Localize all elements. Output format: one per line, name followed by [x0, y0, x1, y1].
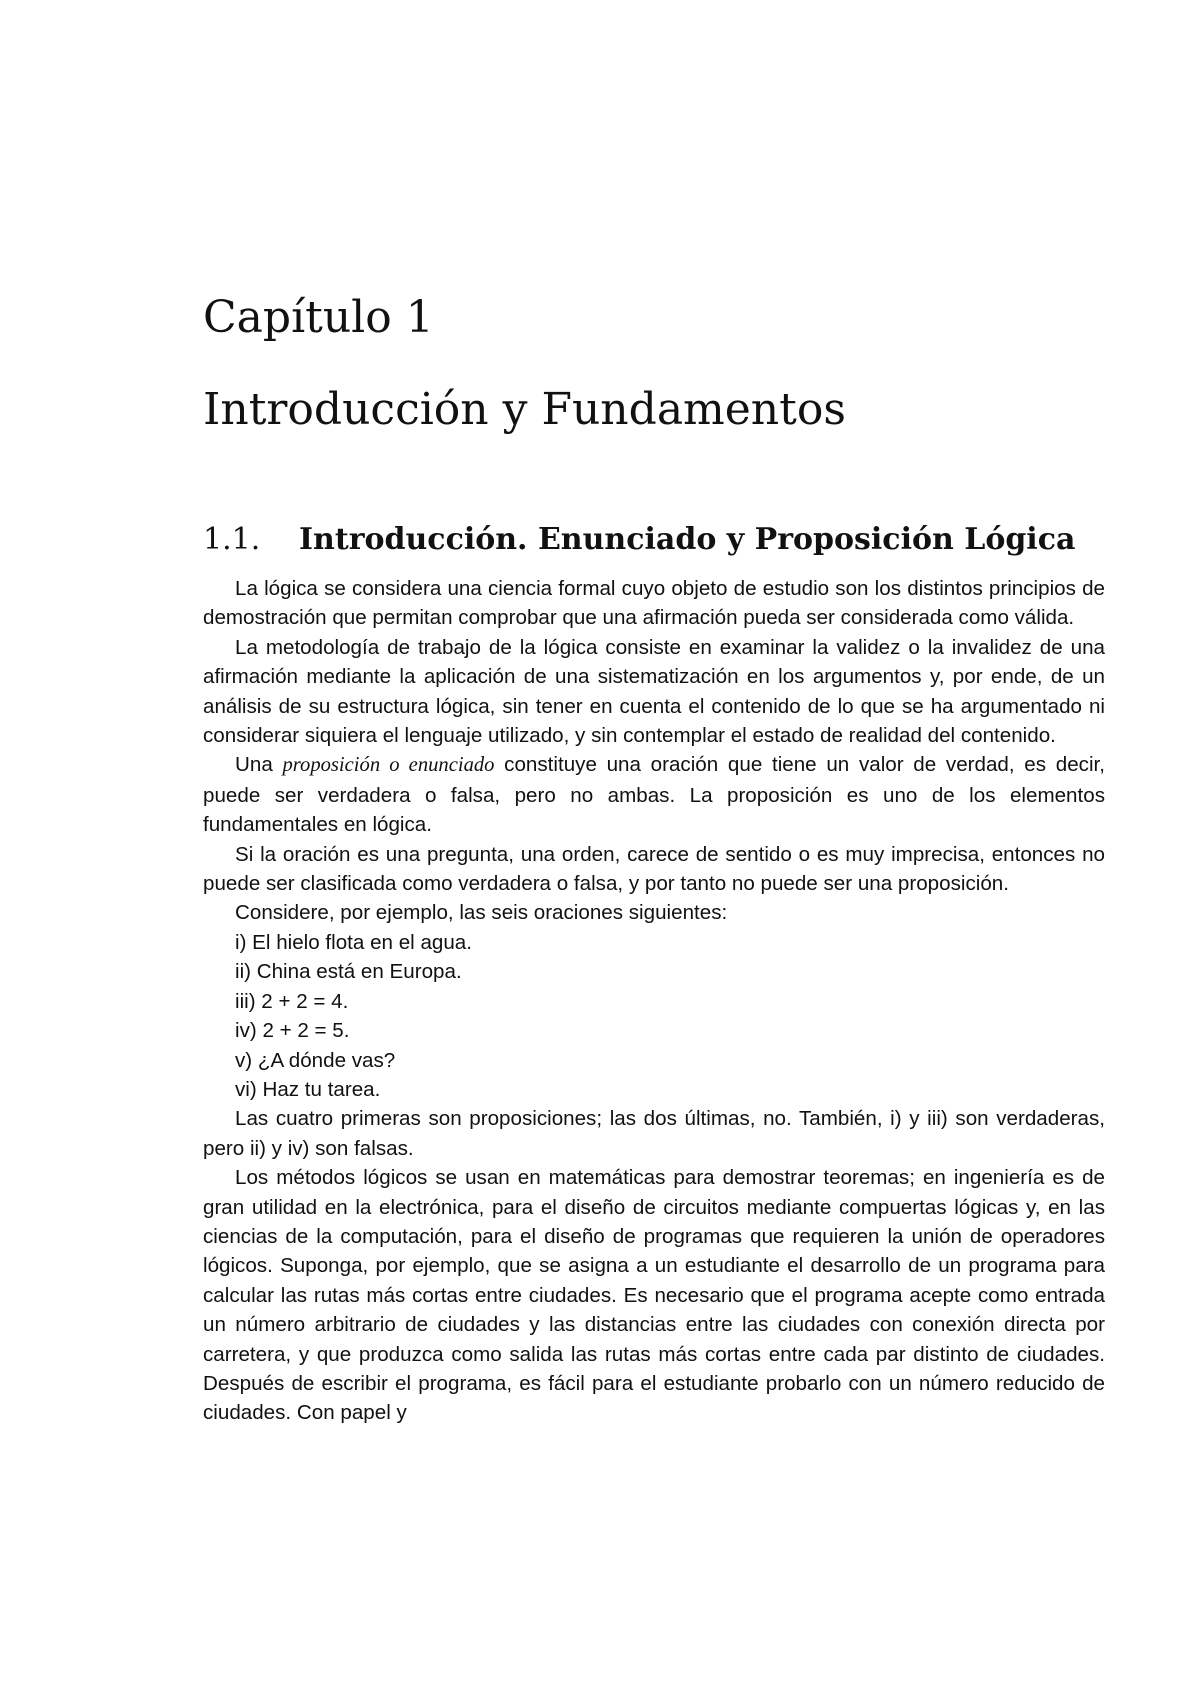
paragraph-examples-intro: Considere, por ejemplo, las seis oraciones siguientes:	[235, 901, 728, 925]
paragraph-non-proposition: Si la oración es una pregunta, una orden, carece de sentido o es muy imprecisa, entonces no puede ser clasificada como verdadera o falsa, y por tanto no puede ser una proposición.	[203, 842, 1105, 896]
example-item: v) ¿A dónde vas?	[235, 1048, 396, 1072]
example-item: vi) Haz tu tarea.	[235, 1077, 381, 1101]
paragraph-proposition-start: Una	[235, 753, 283, 777]
example-item: ii) China está en Europa.	[235, 960, 462, 984]
chapter-label: Capítulo 1	[203, 292, 434, 343]
paragraph-methodology: La metodología de trabajo de la lógica consiste en examinar la validez o la invalidez de una afirmación mediante la aplicación de una sistematización en los argumentos y, por ende, de un análisis de su estructura lógica, sin tener en cuenta el contenido de lo que se ha argumentado ni considerar siquiera el lenguaje utilizado, y sin contemplar el estado de realidad del contenido.	[203, 635, 1105, 748]
body-text	[203, 574, 1105, 1428]
example-item: i) El hielo flota en el agua.	[235, 930, 472, 954]
chapter-title: Introducción y Fundamentos	[203, 384, 846, 435]
emphasis-term: proposición o enunciado	[282, 754, 495, 777]
paragraph-proposition	[203, 750, 1105, 839]
section-number: 1.1.	[203, 522, 261, 557]
section-heading	[203, 520, 1105, 560]
paragraph-examples-conclusion: Las cuatro primeras son proposiciones; las dos últimas, no. También, i) y iii) son verdaderas, pero ii) y iv) son falsas.	[203, 1107, 1105, 1160]
example-item: iii) 2 + 2 = 4.	[235, 989, 349, 1013]
section-title: Introducción. Enunciado y Proposición Lógica	[299, 522, 1076, 557]
page-content	[203, 290, 1105, 1428]
paragraph-proposition-end: constituye una oración que tiene un valor de verdad, es decir, puede ser verdadera o falsa, pero no ambas. La proposición es uno de los elementos fundamentales en lógica.	[203, 753, 1105, 837]
paragraph-definition: La lógica se considera una ciencia formal cuyo objeto de estudio son los distintos principios de demostración que permitan comprobar que una afirmación pueda ser considerada como válida.	[203, 577, 1105, 630]
paragraph-applications: Los métodos lógicos se usan en matemáticas para demostrar teoremas; en ingeniería es de gran utilidad en la electrónica, para el diseño de circuitos mediante compuertas lógicas y, en las ciencias de la computación, para el diseño de programas que requieren la unión de operadores lógicos. Suponga, por ejemplo, que se asigna a un estudiante el desarrollo de un programa para calcular las rutas más cortas entre ciudades. Es necesario que el programa acepte como entrada un número arbitrario de ciudades y las distancias entre las ciudades con conexión directa por carretera, y que produzca como salida las rutas más cortas entre cada par distinto de ciudades. Después de escribir el programa, es fácil para el estudiante probarlo con un número reducido de ciudades. Con papel y	[203, 1166, 1105, 1425]
example-item: iv) 2 + 2 = 5.	[235, 1019, 350, 1043]
